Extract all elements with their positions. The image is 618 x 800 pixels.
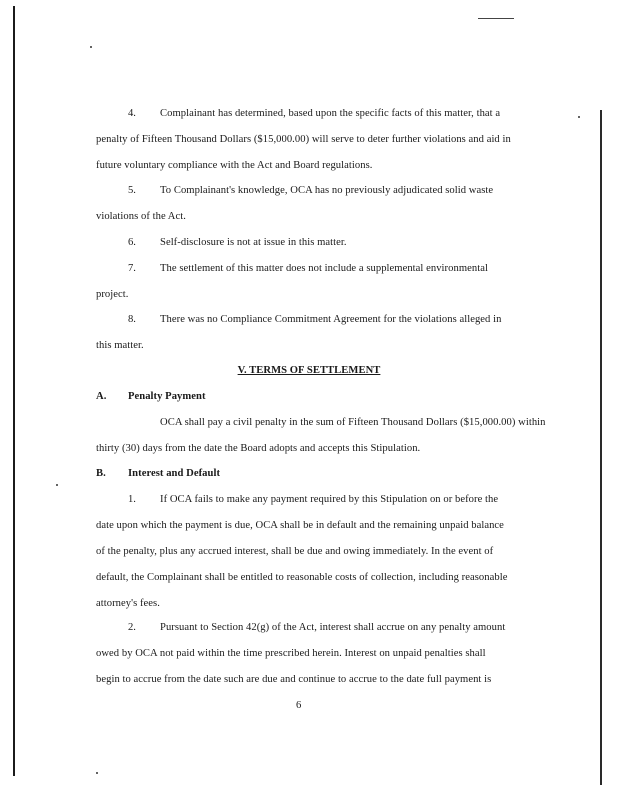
para-b1-line: attorney's fees. — [96, 598, 160, 609]
scan-speck — [96, 772, 98, 774]
para-b1-line: date upon which the payment is due, OCA shall be in default and the remaining unpaid balance — [96, 520, 504, 531]
para-b2-number: 2. — [128, 622, 136, 633]
para-b1-number: 1. — [128, 494, 136, 505]
para-b1-line: of the penalty, plus any accrued interest, shall be due and owing immediately. In the event of — [96, 546, 494, 557]
para-b2-line: begin to accrue from the date such are due and continue to accrue to the date full payment is — [96, 674, 492, 685]
para-8-number: 8. — [128, 314, 136, 325]
subsection-a-line: OCA shall pay a civil penalty in the sum of Fifteen Thousand Dollars ($15,000.00) within — [160, 417, 546, 428]
scan-speck — [56, 484, 58, 486]
scan-edge-left — [13, 6, 15, 776]
para-8-line: There was no Compliance Commitment Agreement for the violations alleged in — [160, 314, 502, 325]
para-b2-line: Pursuant to Section 42(g) of the Act, interest shall accrue on any penalty amount — [160, 622, 506, 633]
para-4-line: penalty of Fifteen Thousand Dollars ($15,000.00) will serve to deter further violations and aid in — [96, 134, 511, 145]
para-4-line: future voluntary compliance with the Act and Board regulations. — [96, 160, 373, 171]
scan-edge-right — [600, 110, 602, 785]
para-4-line: Complainant has determined, based upon the specific facts of this matter, that a — [160, 108, 501, 119]
para-7-line: project. — [96, 289, 129, 300]
scan-speck — [90, 46, 92, 48]
para-8-line: this matter. — [96, 340, 144, 351]
para-6-number: 6. — [128, 237, 136, 248]
page-number: 6 — [296, 700, 302, 711]
para-7-number: 7. — [128, 263, 136, 274]
scan-speck — [578, 116, 580, 118]
para-7-line: The settlement of this matter does not include a supplemental environmental — [160, 263, 488, 274]
section-heading: V. TERMS OF SETTLEMENT — [237, 365, 381, 376]
para-6-line: Self-disclosure is not at issue in this matter. — [160, 237, 347, 248]
para-5-line: violations of the Act. — [96, 211, 186, 222]
subsection-a-title: Penalty Payment — [128, 391, 206, 402]
scan-edge-top — [478, 18, 514, 19]
para-b1-line: default, the Complainant shall be entitled to reasonable costs of collection, including reasonable — [96, 572, 508, 583]
subsection-a-line: thirty (30) days from the date the Board adopts and accepts this Stipulation. — [96, 443, 421, 454]
para-4-number: 4. — [128, 108, 136, 119]
para-5-number: 5. — [128, 185, 136, 196]
subsection-b-title: Interest and Default — [128, 468, 221, 479]
para-b1-line: If OCA fails to make any payment required by this Stipulation on or before the — [160, 494, 499, 505]
para-b2-line: owed by OCA not paid within the time prescribed herein. Interest on unpaid penalties shall — [96, 648, 486, 659]
subsection-a-letter: A. — [96, 391, 107, 402]
para-5-line: To Complainant's knowledge, OCA has no previously adjudicated solid waste — [160, 185, 494, 196]
subsection-b-letter: B. — [96, 468, 106, 479]
